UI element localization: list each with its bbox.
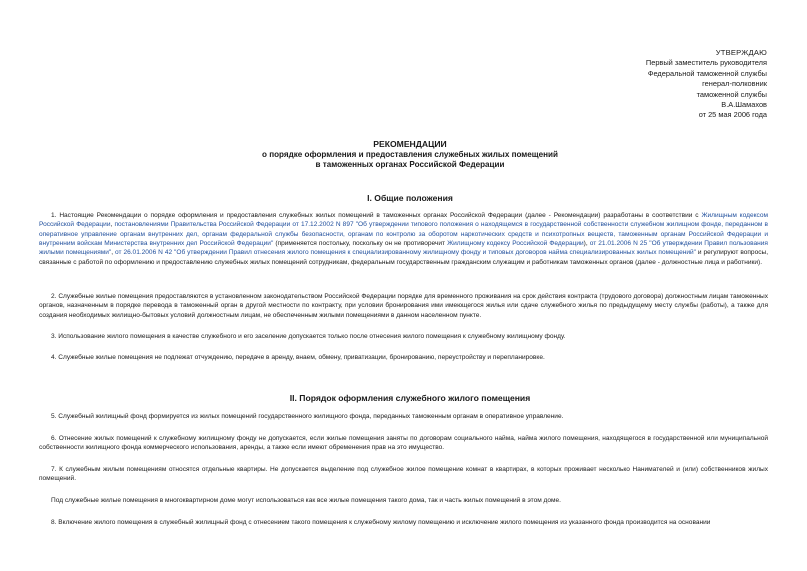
link-housing-code[interactable]: Жилищным кодексом Российской Федерации [39,212,769,229]
approval-date: от 25 мая 2006 года [698,110,767,120]
paragraph-1-text-d: ), [583,240,590,248]
link-government-decree-897[interactable]: постановлениями Правительства Российской Федерации от 17.12.2002 N 897 "Об утверждении типового положения о находящемся в государственной собственности служебном жилищном фонде, переданном в оперативное управление органам внутренних дел, органам федеральной службы безопасности, органам по контролю за оборотом наркотических средств и психотропных веществ, таможенным органам Российской Федерации и внутренним войскам Министерства внутренних дел Российской Федерации" [39,221,768,248]
approval-heading: УТВЕРЖДАЮ [715,48,767,57]
paragraph-1-text-c: (применяется постольку, поскольку он не противоречит [273,240,448,248]
section-2-heading: II. Порядок оформления служебного жилого помещения [289,393,531,403]
document-title-subtitle-2: в таможенных органах Российской Федерации [315,159,505,169]
approval-rank-line: генерал-полковник [702,79,767,89]
approval-signatory-name: В.А.Шамахов [721,100,767,110]
document-title-subtitle-1: о порядке оформления и предоставления служебных жилых помещений [262,149,558,159]
paragraph-7-continuation: Под служебные жилые помещения в многоквартирном доме могут использоваться как все жилые помещения такого дома, так и часть жилых помещений в этом доме. [51,497,561,504]
approval-block [567,48,767,121]
link-decree-42[interactable]: от 26.01.2006 N 42 "Об утверждении Правил отнесения жилого помещения к специализированному жилищному фонду и типовых договоров найма специализированных жилых помещений" [115,249,696,257]
document-title-main: РЕКОМЕНДАЦИИ [373,139,447,149]
paragraph-6: 6. Отнесение жилых помещений к служебному жилищному фонду не допускается, если жилые помещения заняты по договорам социального найма, найма жилого помещения, находящегося в государственной или муниципальной собственности жилищного фонда коммерческого использования, аренды, а также если имеют обременения прав на это имущество. [39,435,768,452]
link-housing-code-2[interactable]: Жилищному кодексу Российской Федерации [447,240,584,248]
paragraph-7: 7. К служебным жилым помещениям относятся отдельные квартиры. Не допускается выделение под служебное жилое помещение комнат в квартирах, в которых проживает несколько Нанимателей и (или) собственников жилых помещений. [39,466,768,483]
paragraph-2: 2. Служебные жилые помещения предоставляются в установленном законодательством Российской Федерации порядке для временного проживания на срок действия контракта (трудового договора) должностным лицам таможенных органов, назначенным в порядке перевода в таможенный орган в другой местности по контракту, при условии бронирования ими имеющегося жилья или сдаче служебного жилья по предыдущему месту службы (работы), а также для создания необходимых жилищно-бытовых условий должностным лицам, не обеспеченным жилыми помещениями в данном населенном пункте. [39,293,768,319]
approval-position-line: Первый заместитель руководителя [645,58,767,68]
paragraph-8: 8. Включение жилого помещения в служебный жилищный фонд с отнесением такого помещения к служебному жилому помещению и исключение жилого помещения из указанного фонда производится на основании [51,519,711,526]
paragraph-3: 3. Использование жилого помещения в качестве служебного и его заселение допускается только после отнесения жилого помещения к служебному жилищному фонду. [51,333,566,340]
paragraph-1-text-e: , [111,249,116,257]
paragraph-1-text-f: и регулируют вопросы, связанные с работой по оформлению и предоставлению служебных жилых помещений сотрудникам, федеральным государственным гражданским служащим и работникам таможенных органов (далее - должностные лица и работники). [39,249,769,266]
paragraph-4: 4. Служебные жилые помещения не подлежат отчуждению, передаче в аренду, внаем, обмену, приватизации, бронированию, переустройству и перепланировке. [51,354,545,361]
approval-organization-line: Федеральной таможенной службы [647,68,767,78]
document-title [160,140,660,170]
paragraph-1-text-a: 1. Настоящие Рекомендации о порядке оформления и предоставления служебных жилых помещений в таможенных органах Российской Федерации (далее - Рекомендации) разработаны в соответствии с [51,212,702,219]
section-1-heading: I. Общие положения [367,193,453,203]
approval-service-line: таможенной службы [696,89,767,99]
link-decree-25[interactable]: от 21.01.2006 N 25 "Об утверждении Правил пользования жилыми помещениями" [39,240,768,257]
paragraph-1-text-b: , [110,221,115,229]
paragraph-1 [39,211,768,267]
paragraph-5: 5. Служебный жилищный фонд формируется из жилых помещений государственного жилищного фонда, переданных таможенным органам в оперативное управление. [51,413,564,420]
